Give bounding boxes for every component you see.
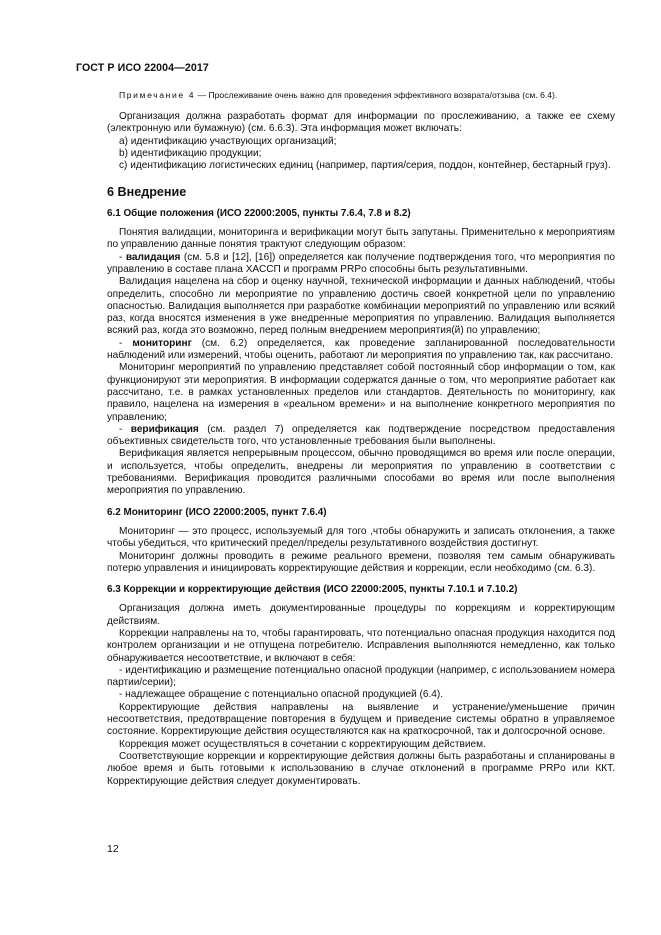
term: валидация xyxy=(125,251,181,263)
document-header: ГОСТ Р ИСО 22004—2017 xyxy=(76,62,209,74)
list-item: b) идентификацию продукции; xyxy=(119,147,262,159)
dash: - xyxy=(119,251,126,263)
subsection-title: 6.1 Общие положения (ИСО 22000:2005, пункты 7.6.4, 7.8 и 8.2) xyxy=(107,207,411,219)
paragraph: Соответствующие коррекции и корректирующие действия должны быть разработаны и спланированы в любое время и быть готовыми к использованию в случае отклонений в программе PRPo или ККТ. Корректирующие действия следует документировать. xyxy=(107,750,615,787)
paragraph: Понятия валидации, мониторинга и верификации могут быть запутаны. Применительно к мероприятиям по управлению данные понятия трактуют следующим образом: xyxy=(107,227,615,251)
paragraph: Организация должна иметь документированные процедуры по коррекциям и корректирующим действиям. xyxy=(107,603,615,627)
paragraph: Валидация нацелена на сбор и оценку научной, технической информации и данных наблюдений, чтобы определить, способно ли мероприятие по управлению достичь своей конкретной цели по управлению опасностью. Валидация выполняется при разработке комбинации мероприятий по управлению или всякий раз, когда вносятся изменения в уже внедренные мероприятия по управлению. Валидация выполняется всякий раз, когда это возможно, перед полным внедрением мероприятия(й) по управлению; xyxy=(107,276,615,337)
note-label: Примечание 4 xyxy=(119,90,196,100)
page-number: 12 xyxy=(107,843,119,855)
paragraph: Коррекция может осуществляться в сочетании с корректирующим действием. xyxy=(119,738,486,750)
definition-monitoring xyxy=(107,338,615,363)
note-4 xyxy=(107,90,615,101)
paragraph: Мониторинг мероприятий по управлению представляет собой постоянный сбор информации о том, как функционируют эти мероприятия. В информации содержатся данные о том, что мероприятие работает как рассчитано, т.е. в рамках установленных пределов или стандартов. Деятельность по мониторингу, как правило, нацелена на измерения в «реальном времени» и на выполнение конкретного мероприятия по управлению; xyxy=(107,362,615,423)
subsection-title: 6.3 Коррекции и корректирующие действия (ИСО 22000:2005, пункты 7.10.1 и 7.10.2) xyxy=(107,584,518,596)
dash: - xyxy=(119,423,131,435)
paragraph: Коррекции направлены на то, чтобы гарантировать, что потенциально опасная продукция находится под контролем организации и не отпущена потребителю. Исправления выполняются немедленно, как только обнаруживается несоответствие, и включают в себя: xyxy=(107,627,615,664)
paragraph: Мониторинг должны проводить в режиме реального времени, позволяя тем самым обнаруживать потерю управления и инициировать корректирующие действия и коррекции, если необходимо (см. 6.3). xyxy=(107,550,615,574)
section-title: 6 Внедрение xyxy=(107,185,187,200)
list-item: - идентификацию и размещение потенциально опасной продукции (например, с использованием номера партии/серии); xyxy=(107,664,615,689)
term: верификация xyxy=(130,423,199,435)
note-text: — Прослеживание очень важно для проведения эффективного возврата/отзыва (см. 6.4). xyxy=(195,90,558,100)
paragraph: Организация должна разработать формат для информации по прослеживанию, а также ее схему (электронную или бумажную) (см. 6.6.3). Эта информация может включать: xyxy=(107,111,615,135)
term: мониторинг xyxy=(132,337,192,349)
document-body xyxy=(107,90,615,788)
definition-text: (см. 6.2) определяется, как проведение запланированной последовательности наблюдений или измерений, чтобы оценить, работают ли мероприятия по управлению так, как рассчитано. xyxy=(107,337,615,362)
definition-text: (см. раздел 7) определяется как подтверждение посредством предоставления объективных свидетельств того, что установленные требования были выполнены. xyxy=(107,423,615,448)
paragraph: Корректирующие действия направлены на выявление и устранение/уменьшение причин несоответствия, предотвращение повторения в будущем и приведение системы обратно в управляемое состояние. Корректирующие действия осуществляются как на краткосрочной, так и долгосрочной основе. xyxy=(107,701,615,738)
dash: - xyxy=(119,337,133,349)
paragraph: Верификация является непрерывным процессом, обычно проводящимся во время или после операции, и используется, чтобы определить, внедрены ли мероприятия по управлению в соответствии с требованиями. Верификация проводится различными способами во время или после выполнения мероприятия по управлению. xyxy=(107,448,615,497)
subsection-title: 6.2 Мониторинг (ИСО 22000:2005, пункт 7.6.4) xyxy=(107,506,327,518)
list-item: c) идентификацию логистических единиц (например, партия/серия, поддон, контейнер, бестарный груз). xyxy=(119,160,611,172)
definition-verification xyxy=(107,424,615,449)
definition-text: (см. 5.8 и [12], [16]) определяется как получение подтверждения того, что мероприятия по управлению в составе плана ХАССП и программ PRPo способны быть результативными. xyxy=(107,251,616,275)
list-item: a) идентификацию участвующих организаций; xyxy=(119,135,337,147)
definition-validation xyxy=(107,252,615,277)
list-item: - надлежащее обращение с потенциально опасной продукцией (6.4). xyxy=(119,689,444,701)
paragraph: Мониторинг — это процесс, используемый для того ,чтобы обнаружить и записать отклонения, а также чтобы убедиться, что критический предел/пределы результативного воздействия достигнут. xyxy=(107,525,615,550)
